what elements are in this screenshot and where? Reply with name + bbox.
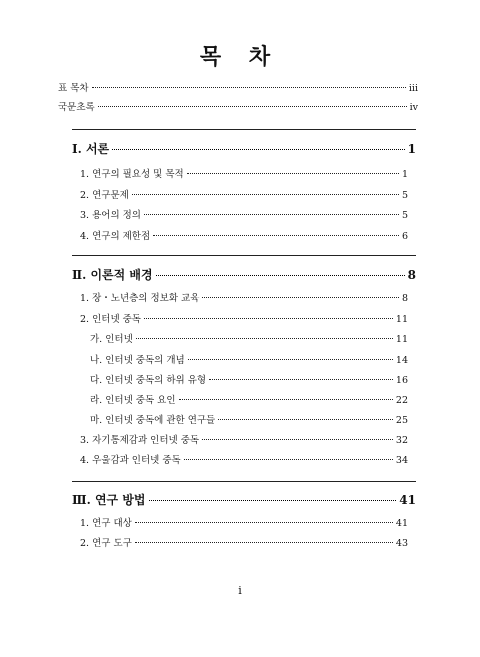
toc-entry[interactable]: [80, 432, 408, 446]
toc-entry-page: 14: [395, 355, 408, 366]
toc-entry-page: iii: [408, 83, 418, 94]
toc-entry-page: 5: [401, 210, 408, 221]
toc-entry-label: 4. 우울감과 인터넷 중독: [80, 455, 181, 466]
chapter-title: Ⅱ. 이론적 배경: [72, 268, 153, 282]
toc-entry-tables[interactable]: [58, 80, 418, 94]
dot-leader: [179, 399, 393, 400]
toc-entry[interactable]: [80, 535, 408, 549]
toc-entry[interactable]: [80, 515, 408, 529]
chapter-page: 41: [399, 493, 416, 507]
toc-entry-label: 2. 연구 도구: [80, 538, 132, 549]
chapter-title: Ⅲ. 연구 방법: [72, 493, 146, 507]
toc-entry-label: 국문초록: [58, 102, 95, 113]
toc-chapter-2[interactable]: [72, 266, 416, 283]
dot-leader: [218, 419, 393, 420]
dot-leader: [136, 338, 393, 339]
dot-leader: [112, 149, 404, 150]
toc-entry[interactable]: [80, 311, 408, 325]
toc-subentry[interactable]: [90, 412, 408, 426]
toc-entry-page: 11: [395, 334, 408, 345]
toc-entry-korean-abstract[interactable]: [58, 99, 418, 113]
toc-entry[interactable]: [80, 187, 408, 201]
toc-entry[interactable]: [80, 452, 408, 466]
dot-leader: [135, 522, 393, 523]
dot-leader: [153, 235, 399, 236]
toc-entry[interactable]: [80, 207, 408, 221]
chapter-page: 1: [407, 142, 416, 156]
toc-entry-page: 43: [395, 538, 408, 549]
page-title: 목 차: [199, 44, 281, 70]
chapter-page: 8: [407, 268, 416, 282]
toc-entry-label: 1. 연구 대상: [80, 518, 132, 529]
toc-chapter-3[interactable]: [72, 491, 416, 508]
toc-entry-label: 나. 인터넷 중독의 개념: [90, 355, 185, 366]
toc-entry-label: 3. 용어의 정의: [80, 210, 141, 221]
toc-entry-label: 표 목차: [58, 83, 89, 94]
toc-entry-label: 1. 장・노년층의 정보화 교육: [80, 293, 200, 304]
toc-subentry[interactable]: [90, 352, 408, 366]
dot-leader: [156, 275, 405, 276]
toc-subentry[interactable]: [90, 392, 408, 406]
page-number: i: [238, 584, 242, 597]
dot-leader: [187, 173, 399, 174]
dot-leader: [135, 542, 393, 543]
toc-entry-page: 6: [401, 231, 408, 242]
toc-chapter-1[interactable]: [72, 140, 416, 157]
toc-subentry[interactable]: [90, 331, 408, 345]
toc-entry[interactable]: [80, 166, 408, 180]
dot-leader: [92, 87, 406, 88]
dot-leader: [144, 318, 393, 319]
section-divider: [72, 129, 416, 130]
toc-entry-label: 마. 인터넷 중독에 관한 연구들: [90, 415, 216, 426]
toc-entry-page: 25: [395, 415, 408, 426]
dot-leader: [149, 500, 397, 501]
dot-leader: [98, 106, 407, 107]
toc-entry-page: iv: [409, 102, 418, 113]
toc-entry-label: 4. 연구의 제한점: [80, 231, 151, 242]
toc-entry-page: 5: [401, 190, 408, 201]
section-divider: [72, 255, 416, 256]
dot-leader: [132, 194, 399, 195]
toc-entry-page: 11: [395, 314, 408, 325]
toc-entry-label: 다. 인터넷 중독의 하위 유형: [90, 375, 207, 386]
dot-leader: [184, 459, 393, 460]
toc-entry[interactable]: [80, 228, 408, 242]
toc-entry-page: 41: [395, 518, 408, 529]
dot-leader: [202, 439, 393, 440]
toc-entry-label: 3. 자기통제감과 인터넷 중독: [80, 435, 200, 446]
toc-entry-label: 가. 인터넷: [90, 334, 133, 345]
toc-entry-label: 2. 인터넷 중독: [80, 314, 141, 325]
toc-entry-page: 8: [401, 293, 408, 304]
dot-leader: [144, 214, 399, 215]
toc-entry-page: 32: [395, 435, 408, 446]
dot-leader: [202, 297, 399, 298]
toc-entry-label: 1. 연구의 필요성 및 목적: [80, 169, 184, 180]
chapter-title: Ⅰ. 서론: [72, 142, 110, 156]
dot-leader: [209, 379, 393, 380]
dot-leader: [188, 359, 393, 360]
toc-entry-label: 2. 연구문제: [80, 190, 129, 201]
toc-entry-page: 34: [395, 455, 408, 466]
toc-subentry[interactable]: [90, 372, 408, 386]
toc-entry-page: 16: [395, 375, 408, 386]
toc-entry[interactable]: [80, 290, 408, 304]
section-divider: [72, 481, 416, 482]
toc-entry-page: 22: [395, 395, 408, 406]
toc-entry-page: 1: [401, 169, 408, 180]
toc-entry-label: 라. 인터넷 중독 요인: [90, 395, 176, 406]
